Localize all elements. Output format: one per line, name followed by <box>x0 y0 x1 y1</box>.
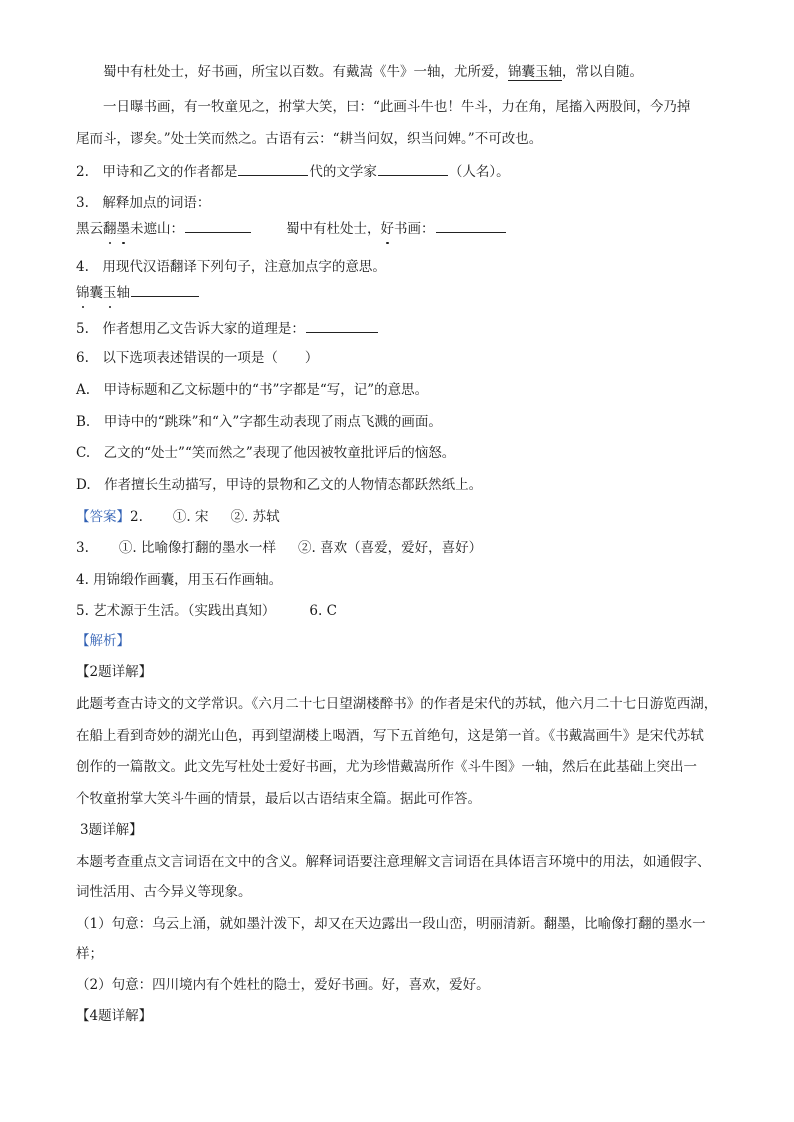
dotted-char: 锦 <box>76 285 90 301</box>
answer-line-3: 4. 用锦缎作画囊，用玉石作画轴。 <box>76 572 283 588</box>
question-5: 5. 作者想用乙文告诉大家的道理是： <box>76 318 379 339</box>
option-a: A. 甲诗标题和乙文标题中的“书”字都是“写，记”的意思。 <box>76 382 429 398</box>
option-b: B. 甲诗中的“跳珠”和“入”字都生动表现了雨点飞溅的画面。 <box>76 414 442 430</box>
answer-line-1: 【答案】2. ①. 宋 ②. 苏轼 <box>76 509 280 525</box>
analysis-2-line-2: 在船上看到奇妙的湖光山色，再到望湖楼上喝酒，写下五首绝句，这是第一首。《书戴嵩画牛》是宋代苏轼 <box>76 728 704 744</box>
question-4-item: 锦囊玉轴 <box>76 282 200 303</box>
dotted-char: 好 <box>380 221 394 237</box>
analysis-3-line-1: 本题考查重点文言词语在文中的含义。解释词语要注意理解文言词语在具体语言环境中的用法，如通假字、 <box>76 854 711 870</box>
analysis-2-line-3: 创作的一篇散文。此文先写杜处士爱好书画，尤为珍惜戴嵩所作《斗牛图》一轴，然后在此基础上突出一 <box>76 759 697 775</box>
analysis-3-line-3: （1）句意：乌云上涌，就如墨汁泼下，却又在天边露出一段山峦，明丽清新。翻墨，比喻像打翻的墨水一 <box>76 916 706 932</box>
question-3-title: 3. 解释加点的词语： <box>76 195 211 211</box>
analysis-label: 【解析】 <box>76 633 130 649</box>
answer-blank[interactable] <box>378 161 448 176</box>
answer-line-4: 5. 艺术源于生活。（实践出真知） 6. C <box>76 603 337 619</box>
analysis-2-line-1: 此题考查古诗文的文学常识。《六月二十七日望湖楼醉书》的作者是宋代的苏轼，他六月二十七日游览西湖， <box>76 696 718 712</box>
answer-line-2: 3. ①. 比喻像打翻的墨水一样 ②. 喜欢（喜爱，爱好，喜好） <box>76 540 483 556</box>
analysis-3-line-4: 样； <box>76 946 103 962</box>
option-d: D. 作者擅长生动描写，甲诗的景物和乙文的人物情态都跃然纸上。 <box>76 477 483 493</box>
answer-blank[interactable] <box>238 161 308 176</box>
option-c: C. 乙文的“处士”“笑而然之”表现了他因被牧童批评后的恼怒。 <box>76 445 456 461</box>
dotted-char: 墨 <box>116 221 130 237</box>
analysis-3-line-2: 词性活用、古今异义等现象。 <box>76 884 252 900</box>
section-heading-4: 【4题详解】 <box>76 1008 153 1024</box>
section-heading-3: 3题详解】 <box>80 822 143 838</box>
answer-blank[interactable] <box>185 218 251 233</box>
answer-blank[interactable] <box>436 218 506 233</box>
answer-label: 【答案】 <box>76 509 130 525</box>
dotted-char: 玉 <box>103 285 117 301</box>
passage-line-1: 蜀中有杜处士，好书画，所宝以百数。有戴嵩《牛》一轴，尤所爱，锦囊玉轴，常以自随。 <box>103 64 643 80</box>
question-2: 2. 甲诗和乙文的作者都是 代的文学家 （人名）。 <box>76 161 510 182</box>
answer-blank[interactable] <box>131 282 199 297</box>
question-4-title: 4. 用现代汉语翻译下列句子，注意加点字的意思。 <box>76 259 386 275</box>
question-6-title: 6. 以下选项表述错误的一项是（ ） <box>76 350 319 366</box>
passage-line-3: 尾而斗，谬矣。”处士笑而然之。古语有云：“耕当问奴，织当问婢。”不可改也。 <box>76 131 543 147</box>
dotted-char: 翻 <box>103 221 117 237</box>
question-3-items: 黑云翻墨未遮山： 蜀中有杜处士，好书画： <box>76 218 507 239</box>
analysis-3-line-5: （2）句意：四川境内有个姓杜的隐士，爱好书画。好，喜欢，爱好。 <box>76 977 490 993</box>
answer-blank[interactable] <box>306 318 378 333</box>
section-heading-2: 【2题详解】 <box>76 664 153 680</box>
analysis-2-line-4: 个牧童拊掌大笑斗牛画的情景，最后以古语结束全篇。据此可作答。 <box>76 791 481 807</box>
passage-line-2: 一日曝书画，有一牧童见之，拊掌大笑，曰：“此画斗牛也！牛斗，力在角，尾搐入两股间，今乃掉 <box>103 99 691 115</box>
underlined-phrase: 锦囊玉轴 <box>508 64 562 80</box>
